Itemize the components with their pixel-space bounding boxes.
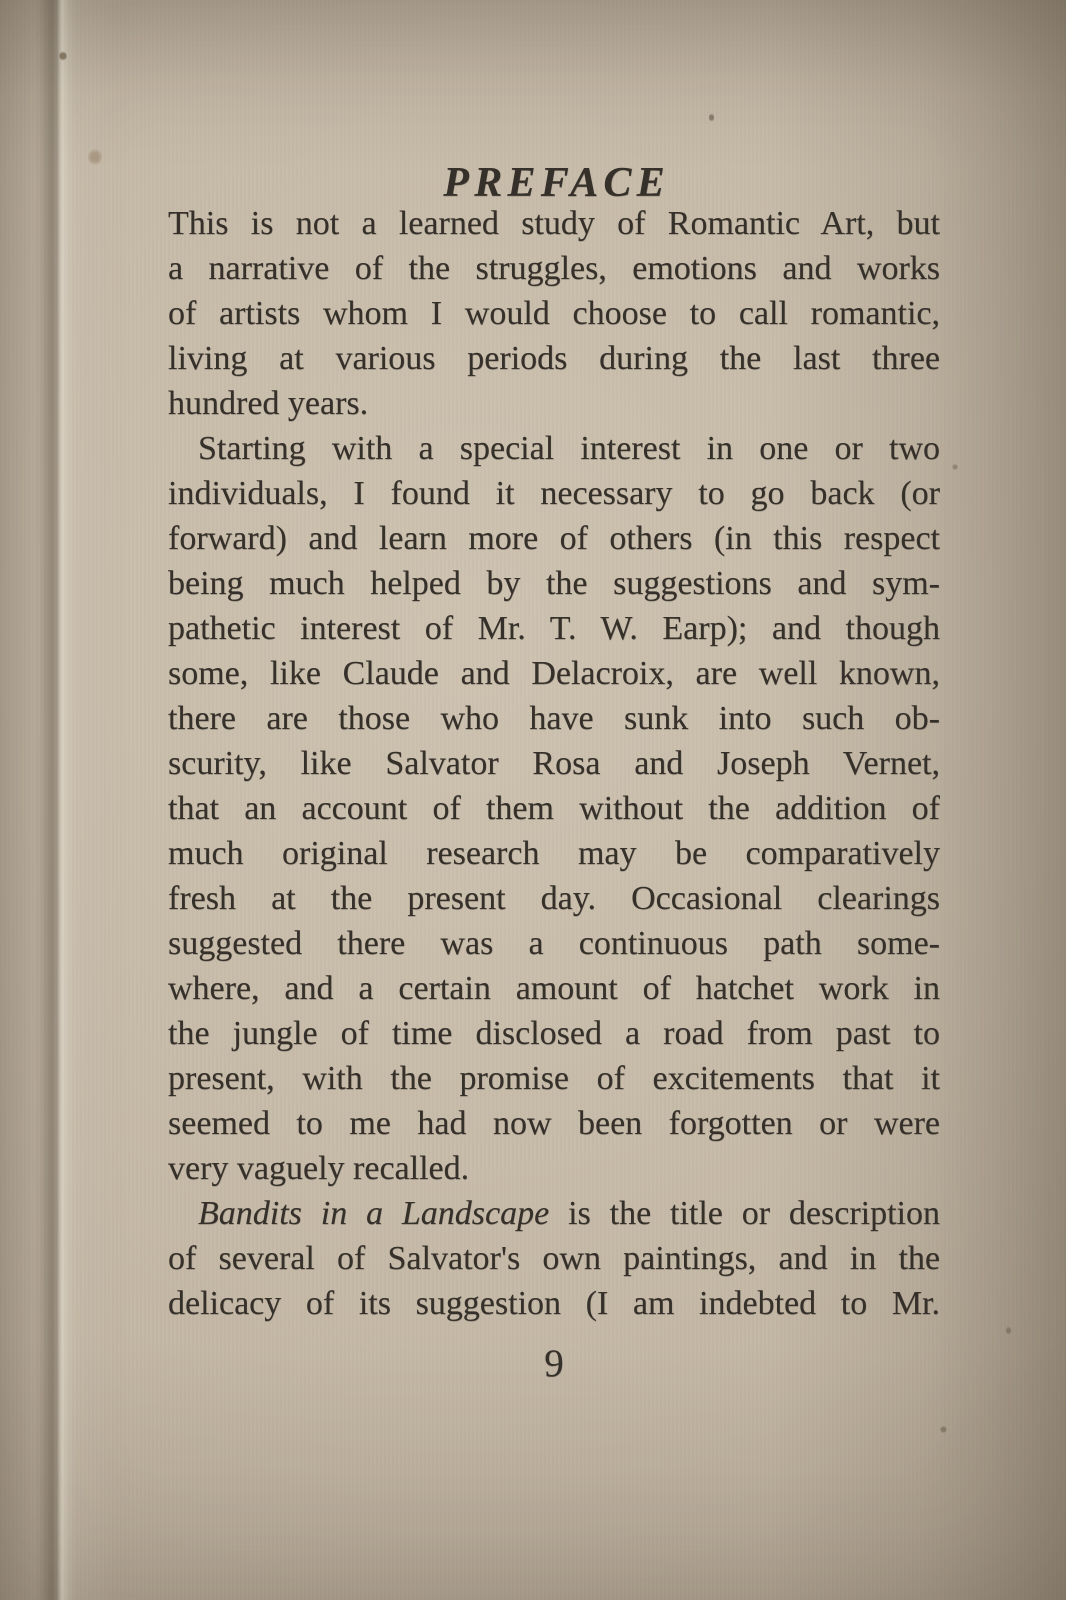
text-line: fresh at the present day. Occasional clearings: [168, 880, 940, 917]
text-line: forward) and learn more of others (in this respect: [168, 520, 940, 557]
paper-speck: [709, 113, 714, 122]
text-line: much original research may be comparatively: [168, 835, 940, 872]
page-crease: [40, 0, 74, 1600]
text-line: being much helped by the suggestions and sym-: [168, 565, 940, 602]
paper-speck: [59, 51, 67, 61]
text-line: of artists whom I would choose to call romantic,: [168, 295, 940, 332]
text-line: delicacy of its suggestion (I am indebted to Mr.: [168, 1285, 940, 1322]
text-line: present, with the promise of excitements that it: [168, 1060, 940, 1097]
paper-speck: [88, 148, 102, 166]
text-line: seemed to me had now been forgotten or were: [168, 1105, 940, 1142]
text-line: This is not a learned study of Romantic Art, but: [168, 205, 940, 242]
text-line: that an account of them without the addition of: [168, 790, 940, 827]
paper-speck: [940, 1426, 947, 1433]
text-line: Bandits in a Landscape is the title or description: [198, 1195, 940, 1232]
text-line: a narrative of the struggles, emotions and works: [168, 250, 940, 287]
text-line: where, and a certain amount of hatchet work in: [168, 970, 940, 1007]
text-line: of several of Salvator's own paintings, and in the: [168, 1240, 940, 1277]
text-line: individuals, I found it necessary to go back (or: [168, 475, 940, 512]
page-title: PREFACE: [443, 160, 670, 207]
text-line: Starting with a special interest in one or two: [198, 430, 940, 467]
text-line: there are those who have sunk into such ob-: [168, 700, 940, 737]
paper-speck: [952, 464, 958, 470]
text-line: some, like Claude and Delacroix, are well known,: [168, 655, 940, 692]
text-line: living at various periods during the last three: [168, 340, 940, 377]
text-line: the jungle of time disclosed a road from past to: [168, 1015, 940, 1052]
body-text: [168, 201, 940, 1326]
text-line: scurity, like Salvator Rosa and Joseph Vernet,: [168, 745, 940, 782]
paper-speck: [1006, 1326, 1011, 1335]
text-line: suggested there was a continuous path some-: [168, 925, 940, 962]
text-line: pathetic interest of Mr. T. W. Earp); and though: [168, 610, 940, 647]
text-line: hundred years.: [168, 385, 369, 422]
text-line: very vaguely recalled.: [168, 1150, 470, 1187]
page-number: 9: [544, 1342, 564, 1385]
